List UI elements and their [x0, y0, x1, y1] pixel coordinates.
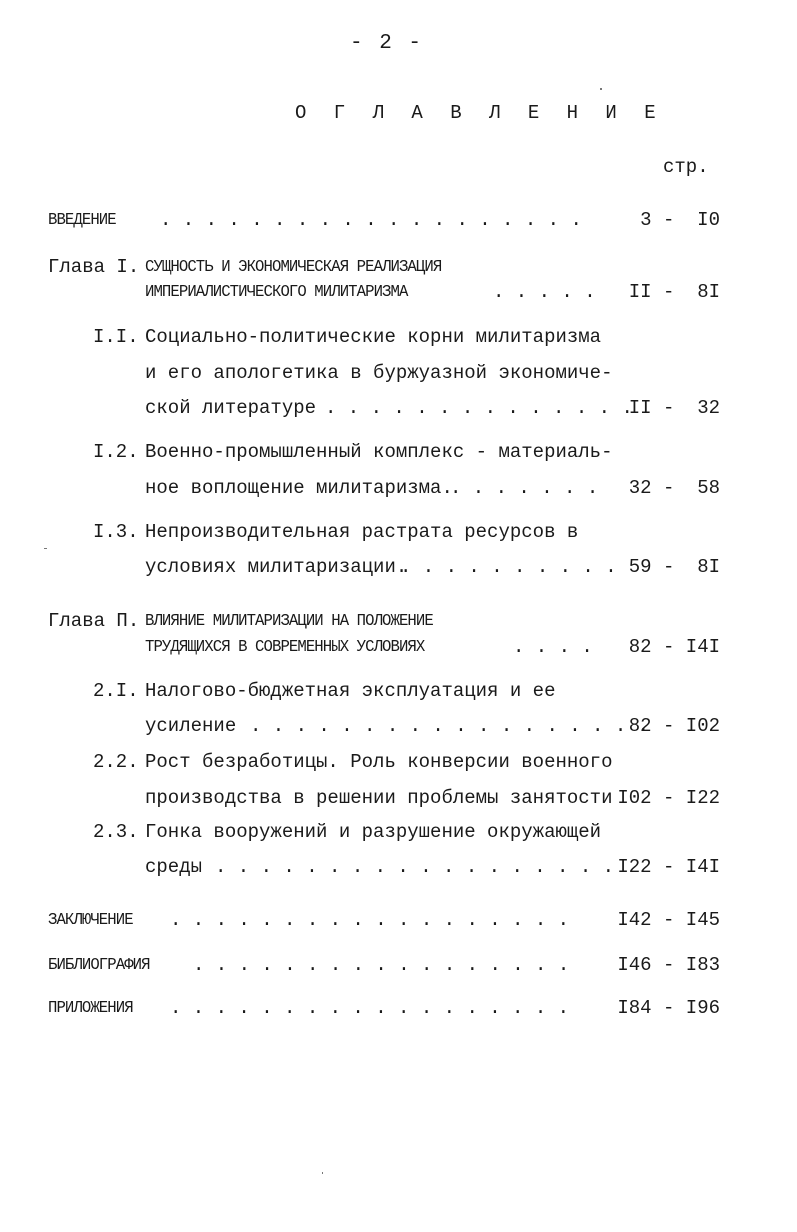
toc-bibliography-dots: . . . . . . . . . . . . . . . . .	[193, 954, 570, 976]
toc-s22-line2: производства в решении проблемы занятости	[145, 787, 613, 809]
toc-s11-line2: и его апологетика в буржуазной экономиче-	[145, 362, 613, 384]
toc-s21-line1: Налогово-бюджетная эксплуатация и ее	[145, 680, 556, 702]
toc-s11-line3: ской литературе	[145, 397, 317, 419]
toc-ch1-title-line2: ИМПЕРИАЛИСТИЧЕСКОГО МИЛИТАРИЗМА	[145, 283, 408, 302]
toc-s23-pages: I22 - I4I	[617, 856, 720, 878]
toc-ch1-title-line1: СУЩНОСТЬ И ЭКОНОМИЧЕСКАЯ РЕАЛИЗАЦИЯ	[145, 258, 442, 277]
toc-s23-number: 2.3.	[93, 821, 139, 843]
toc-s13-pages: 59 - 8I	[628, 556, 720, 578]
toc-s23-dots: . . . . . . . . . . . . . . . . . .	[215, 856, 615, 878]
toc-s11-line1: Социально-политические корни милитаризма	[145, 326, 602, 348]
toc-intro-label: ВВЕДЕНИЕ	[48, 211, 116, 230]
toc-s23-line2: среды	[145, 856, 203, 878]
pages-column-label: стр.	[663, 156, 709, 178]
toc-intro-dots: . . . . . . . . . . . . . . . . . . .	[160, 209, 582, 231]
toc-s23-line1: Гонка вооружений и разрушение окружающей	[145, 821, 602, 843]
toc-conclusion-dots: . . . . . . . . . . . . . . . . . .	[170, 909, 570, 931]
toc-ch2-pages: 82 - I4I	[628, 636, 720, 658]
toc-s21-pages: 82 - I02	[628, 715, 720, 737]
toc-appendices-pages: I84 - I96	[617, 997, 720, 1019]
toc-ch2-number: Глава П.	[48, 610, 140, 632]
toc-s12-number: I.2.	[93, 441, 139, 463]
toc-ch2-title-line2: ТРУДЯЩИХСЯ В СОВРЕМЕННЫХ УСЛОВИЯХ	[145, 638, 425, 657]
toc-ch2-title-line1: ВЛИЯНИЕ МИЛИТАРИЗАЦИИ НА ПОЛОЖЕНИЕ	[145, 612, 433, 631]
toc-s12-line2: ное воплощение милитаризма.	[145, 477, 453, 499]
toc-s12-dots: . . . . . . .	[450, 477, 599, 499]
toc-s22-number: 2.2.	[93, 751, 139, 773]
toc-s12-pages: 32 - 58	[628, 477, 720, 499]
toc-appendices-dots: . . . . . . . . . . . . . . . . . .	[170, 997, 570, 1019]
toc-ch1-dots: . . . . .	[493, 281, 596, 303]
toc-ch1-number: Глава I.	[48, 256, 140, 278]
toc-s11-pages: II - 32	[628, 397, 720, 419]
toc-s22-line1: Рост безработицы. Роль конверсии военного	[145, 751, 613, 773]
toc-s13-dots: . . . . . . . . . .	[400, 556, 617, 578]
toc-s21-dots: . . . . . . . . . . . . . . . . . .	[250, 715, 650, 737]
scan-speck	[44, 548, 47, 549]
toc-s13-number: I.3.	[93, 521, 139, 543]
toc-ch1-pages: II - 8I	[628, 281, 720, 303]
page-number: - 2 -	[350, 32, 424, 55]
toc-s11-number: I.I.	[93, 326, 139, 348]
toc-bibliography-label: БИБЛИОГРАФИЯ	[48, 956, 150, 975]
toc-intro-pages: 3 - I0	[640, 209, 720, 231]
toc-s12-line1: Военно-промышленный комплекс - материаль-	[145, 441, 613, 463]
scan-speck	[322, 1172, 323, 1174]
toc-s22-pages: I02 - I22	[617, 787, 720, 809]
toc-s13-line2: условиях милитаризации.	[145, 556, 408, 578]
toc-s13-line1: Непроизводительная растрата ресурсов в	[145, 521, 579, 543]
scan-speck	[600, 88, 602, 90]
toc-s11-dots: . . . . . . . . . . . . . .	[325, 397, 633, 419]
toc-s21-line2: усиление	[145, 715, 237, 737]
toc-conclusion-pages: I42 - I45	[617, 909, 720, 931]
toc-conclusion-label: ЗАКЛЮЧЕНИЕ	[48, 911, 133, 930]
toc-s21-number: 2.I.	[93, 680, 139, 702]
toc-bibliography-pages: I46 - I83	[617, 954, 720, 976]
page-title: О Г Л А В Л Е Н И Е	[295, 102, 664, 124]
toc-appendices-label: ПРИЛОЖЕНИЯ	[48, 999, 133, 1018]
toc-ch2-dots: . . . .	[513, 636, 593, 658]
